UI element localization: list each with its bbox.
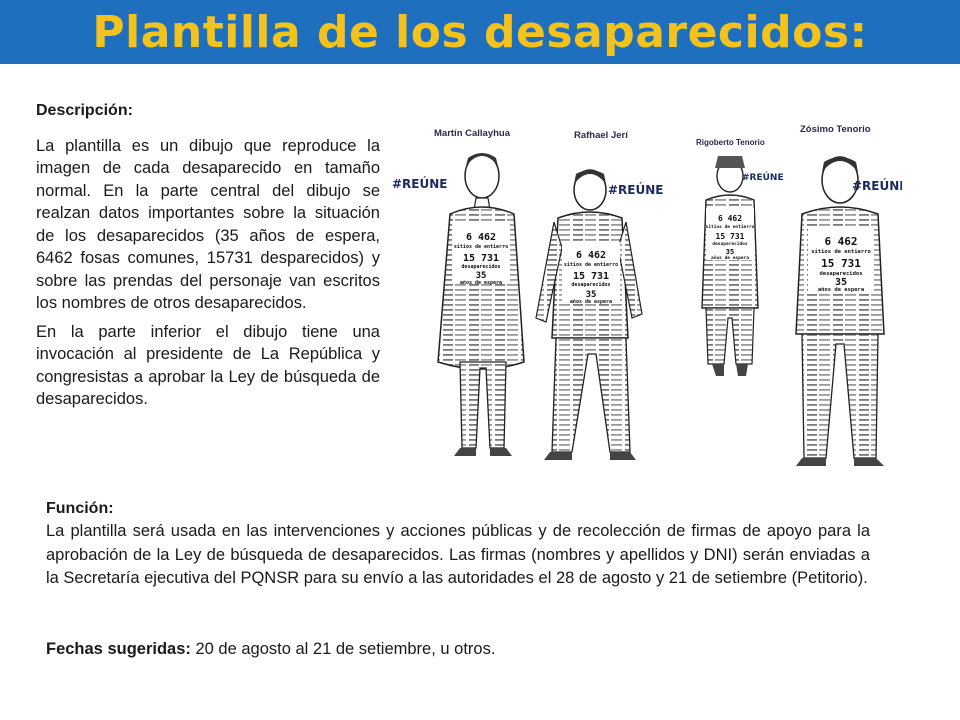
descripcion-paragraph-2: En la parte inferior el dibujo tiene una invocación al presidente de La República y congresistas a aprobar la Ley de búsqueda de desaparecidos. <box>36 322 380 408</box>
figure-name-martin: Martín Callayhua <box>434 128 511 139</box>
stat-desaparecidos: 15 731 <box>715 232 745 241</box>
stat-desaparecidos: 15 731 <box>572 271 610 282</box>
stat-anios: 35 <box>725 248 735 256</box>
stat-anios-label: años de espera <box>459 280 503 286</box>
funcion-section <box>46 498 870 591</box>
title-banner <box>0 0 960 64</box>
figure-4-stats <box>808 228 874 293</box>
funcion-heading: Función: <box>46 500 114 517</box>
fechas-label: Fechas sugeridas: <box>46 640 191 658</box>
stat-fosas-label: sitios de entierro <box>563 262 619 268</box>
figure-martin-callayhua <box>438 153 524 456</box>
reune-tag: #REÚNE <box>742 173 784 183</box>
figures-illustration <box>390 118 902 478</box>
figure-1-stats <box>452 224 510 286</box>
stat-fosas: 6 462 <box>575 250 607 261</box>
stat-anios: 35 <box>475 271 487 281</box>
stat-fosas-label: sitios de entierro <box>811 249 871 255</box>
figure-3-stats <box>706 208 755 261</box>
descripcion-section <box>36 100 380 417</box>
stat-fosas-label: sitios de entierro <box>705 225 755 230</box>
funcion-text: La plantilla será usada en las intervenciones y acciones públicas y de recolección de firmas de apoyo para la aprobación de la Ley de búsqueda de desaparecidos. Las firmas (nombres y apellidos y DNI) serán enviadas a la Secretaría ejecutiva del PQNSR para su envío a las autoridades el 28 de agosto y 21 de setiembre (Petitorio). <box>46 522 870 587</box>
stat-fosas: 6 462 <box>824 235 858 248</box>
stat-desaparecidos-label: desaparecidos <box>461 264 501 270</box>
figure-rigoberto-tenorio <box>702 156 758 376</box>
fechas-value: 20 de agosto al 21 de setiembre, u otros. <box>190 640 496 658</box>
reune-tag: #REÚNE <box>392 177 448 191</box>
stat-anios-label: años de espera <box>817 287 865 293</box>
stat-desaparecidos-label: desaparecidos <box>712 242 748 247</box>
stat-desaparecidos-label: desaparecidos <box>571 282 611 288</box>
stat-anios-label: años de espera <box>711 256 749 261</box>
stat-fosas-label: sitios de entierro <box>453 244 509 250</box>
figure-rafhael-jeri <box>536 170 642 460</box>
stat-anios: 35 <box>585 290 597 300</box>
figures-drawing <box>390 118 902 478</box>
descripcion-heading: Descripción: <box>36 102 133 119</box>
fechas-section <box>46 638 870 660</box>
stat-fosas: 6 462 <box>717 214 743 223</box>
stat-desaparecidos: 15 731 <box>462 253 500 264</box>
reune-tag: #REÚNE <box>608 183 664 197</box>
figure-name-zosimo: Zósimo Tenorio <box>800 124 871 135</box>
descripcion-paragraph-1: La plantilla es un dibujo que reproduce la imagen de cada desaparecido en tamaño normal. En la parte central del dibujo se realzan datos importantes sobre la situación de los desaparecidos (35 años de espera, 6462 fosas comunes, 15731 desparecidos) y sobre las prendas del personaje van escritos los nombres de otros desaparecidos. <box>36 136 380 312</box>
figure-name-rafhael: Rafhael Jerí <box>574 130 628 141</box>
stat-fosas: 6 462 <box>465 232 497 243</box>
figure-zosimo-tenorio <box>796 157 884 466</box>
page-title: Plantilla de los desaparecidos: <box>92 6 868 58</box>
stat-desaparecidos: 15 731 <box>821 257 861 270</box>
stat-desaparecidos-label: desaparecidos <box>819 271 863 277</box>
reune-tag: #REÚNE <box>852 179 902 193</box>
stat-anios: 35 <box>834 277 848 288</box>
figure-name-rigoberto: Rigoberto Tenorio <box>696 138 765 147</box>
stat-anios-label: años de espera <box>569 299 613 305</box>
figure-2-stats <box>562 242 620 305</box>
